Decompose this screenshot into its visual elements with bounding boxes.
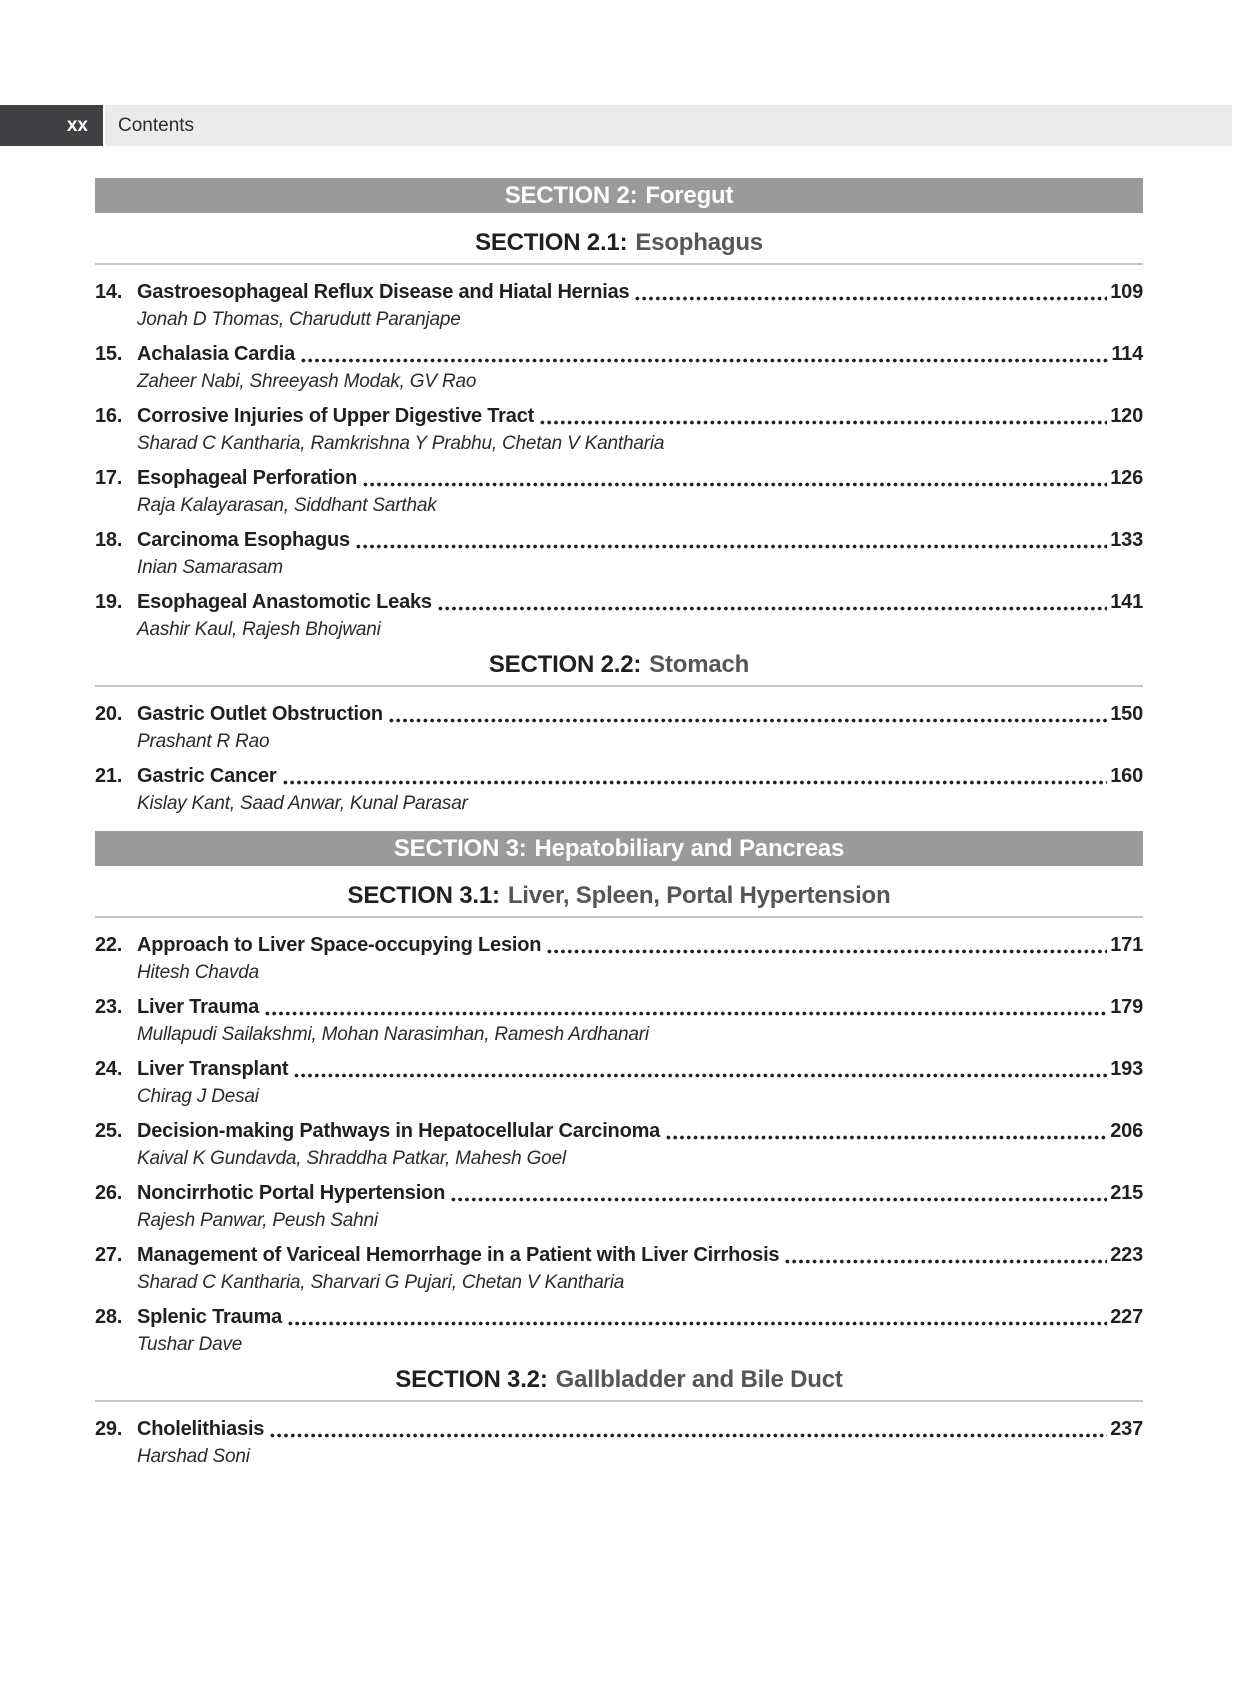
toc-entry — [95, 1118, 1143, 1172]
chapter-authors: Hitesh Chavda — [137, 962, 260, 983]
dot-leader — [540, 420, 1107, 425]
subsection-heading-name: Gallbladder and Bile Duct — [555, 1366, 843, 1393]
subsection-heading-prefix: SECTION 2.2: — [488, 651, 642, 678]
chapter-number: 18. — [95, 529, 123, 551]
table-of-contents — [95, 178, 1143, 1470]
chapter-title: Gastroesophageal Reflux Disease and Hiatal Hernias — [137, 281, 630, 303]
subsection-heading-name: Stomach — [649, 651, 750, 678]
contents-page — [0, 105, 1239, 1681]
dot-leader — [389, 718, 1107, 723]
dot-leader — [363, 482, 1107, 487]
dot-leader — [785, 1259, 1107, 1264]
toc-entry — [95, 589, 1143, 643]
dot-leader — [438, 606, 1107, 611]
toc-entry-title-row — [95, 1416, 1143, 1443]
dot-leader — [301, 358, 1108, 363]
chapter-authors: Tushar Dave — [137, 1334, 243, 1355]
chapter-title: Carcinoma Esophagus — [137, 529, 350, 551]
subsection-heading — [95, 1366, 1143, 1402]
chapter-list — [95, 1416, 1143, 1470]
running-header — [0, 105, 1232, 146]
toc-entry-title-row — [95, 1118, 1143, 1145]
chapter-number: 27. — [95, 1244, 123, 1266]
chapter-authors: Inian Samarasam — [137, 557, 283, 578]
section-banner — [95, 831, 1143, 866]
toc-entry — [95, 1056, 1143, 1110]
chapter-title: Splenic Trauma — [137, 1306, 283, 1328]
toc-entry — [95, 279, 1143, 333]
chapter-page-number: 114 — [1111, 343, 1143, 365]
chapter-title: Liver Transplant — [137, 1058, 289, 1080]
chapter-title: Cholelithiasis — [137, 1418, 265, 1440]
toc-entry — [95, 1304, 1143, 1358]
dot-leader — [288, 1321, 1107, 1326]
chapter-authors: Rajesh Panwar, Peush Sahni — [137, 1210, 378, 1231]
dot-leader — [265, 1011, 1107, 1016]
toc-entry — [95, 527, 1143, 581]
chapter-title: Gastric Outlet Obstruction — [137, 703, 383, 725]
chapter-authors: Sharad C Kantharia, Ramkrishna Y Prabhu, Chetan V Kantharia — [137, 433, 665, 454]
dot-leader — [547, 949, 1107, 954]
chapter-page-number: 160 — [1110, 765, 1143, 787]
chapter-page-number: 193 — [1110, 1058, 1143, 1080]
toc-entry-title-row — [95, 527, 1143, 554]
section-banner-prefix: SECTION 3: — [393, 835, 527, 862]
toc-entry-title-row — [95, 1304, 1143, 1331]
chapter-authors: Prashant R Rao — [137, 731, 270, 752]
chapter-authors: Aashir Kaul, Rajesh Bhojwani — [137, 619, 381, 640]
toc-entry — [95, 465, 1143, 519]
toc-entry — [95, 1242, 1143, 1296]
chapter-page-number: 223 — [1110, 1244, 1143, 1266]
chapter-number: 24. — [95, 1058, 123, 1080]
toc-entry — [95, 994, 1143, 1048]
toc-entry-title-row — [95, 1180, 1143, 1207]
toc-entry-title-row — [95, 701, 1143, 728]
section-banner-name: Hepatobiliary and Pancreas — [534, 835, 845, 862]
toc-entry-title-row — [95, 341, 1143, 368]
chapter-number: 23. — [95, 996, 123, 1018]
chapter-page-number: 206 — [1110, 1120, 1143, 1142]
chapter-list — [95, 701, 1143, 817]
toc-entry — [95, 763, 1143, 817]
chapter-number: 22. — [95, 934, 123, 956]
toc-entry — [95, 1180, 1143, 1234]
chapter-page-number: 109 — [1110, 281, 1143, 303]
toc-entry — [95, 932, 1143, 986]
chapter-number: 20. — [95, 703, 123, 725]
dot-leader — [451, 1197, 1107, 1202]
chapter-authors: Zaheer Nabi, Shreeyash Modak, GV Rao — [137, 371, 477, 392]
chapter-list — [95, 932, 1143, 1358]
chapter-page-number: 215 — [1110, 1182, 1143, 1204]
chapter-title: Liver Trauma — [137, 996, 260, 1018]
chapter-title: Noncirrhotic Portal Hypertension — [137, 1182, 446, 1204]
dot-leader — [283, 780, 1108, 785]
chapter-page-number: 227 — [1110, 1306, 1143, 1328]
toc-entry — [95, 701, 1143, 755]
chapter-list — [95, 279, 1143, 643]
chapter-title: Approach to Liver Space-occupying Lesion — [137, 934, 542, 956]
chapter-number: 16. — [95, 405, 123, 427]
chapter-number: 21. — [95, 765, 123, 787]
subsection-heading-prefix: SECTION 3.2: — [395, 1366, 548, 1393]
toc-entry — [95, 341, 1143, 395]
toc-entry-title-row — [95, 932, 1143, 959]
chapter-authors: Raja Kalayarasan, Siddhant Sarthak — [137, 495, 437, 516]
chapter-number: 28. — [95, 1306, 123, 1328]
subsection-heading-name: Liver, Spleen, Portal Hypertension — [507, 882, 891, 909]
subsection-heading — [95, 229, 1143, 265]
chapter-authors: Harshad Soni — [137, 1446, 250, 1467]
toc-entry-title-row — [95, 1242, 1143, 1269]
chapter-page-number: 133 — [1110, 529, 1143, 551]
chapter-number: 15. — [95, 343, 123, 365]
chapter-title: Esophageal Perforation — [137, 467, 358, 489]
chapter-authors: Sharad C Kantharia, Sharvari G Pujari, Chetan V Kantharia — [137, 1272, 625, 1293]
chapter-page-number: 179 — [1110, 996, 1143, 1018]
section-banner-name: Foregut — [645, 182, 734, 209]
toc-entry-title-row — [95, 994, 1143, 1021]
toc-entry-title-row — [95, 1056, 1143, 1083]
chapter-number: 17. — [95, 467, 123, 489]
toc-entry — [95, 1416, 1143, 1470]
chapter-page-number: 150 — [1110, 703, 1143, 725]
chapter-authors: Chirag J Desai — [137, 1086, 259, 1107]
dot-leader — [294, 1073, 1107, 1078]
chapter-authors: Mullapudi Sailakshmi, Mohan Narasimhan, Ramesh Ardhanari — [137, 1024, 649, 1045]
subsection-heading — [95, 651, 1143, 687]
chapter-page-number: 171 — [1110, 934, 1143, 956]
chapter-title: Achalasia Cardia — [137, 343, 295, 365]
subsection-heading-prefix: SECTION 2.1: — [475, 229, 628, 256]
chapter-title: Gastric Cancer — [137, 765, 277, 787]
chapter-page-number: 126 — [1110, 467, 1143, 489]
section-banner-prefix: SECTION 2: — [504, 182, 638, 209]
chapter-number: 19. — [95, 591, 123, 613]
chapter-number: 26. — [95, 1182, 123, 1204]
toc-entry — [95, 403, 1143, 457]
chapter-page-number: 237 — [1110, 1418, 1143, 1440]
toc-entry-title-row — [95, 465, 1143, 492]
subsection-heading — [95, 882, 1143, 918]
chapter-number: 14. — [95, 281, 123, 303]
subsection-heading-prefix: SECTION 3.1: — [347, 882, 500, 909]
chapter-authors: Kaival K Gundavda, Shraddha Patkar, Mahesh Goel — [137, 1148, 566, 1169]
toc-entry-title-row — [95, 589, 1143, 616]
chapter-title: Management of Variceal Hemorrhage in a Patient with Liver Cirrhosis — [137, 1244, 780, 1266]
running-header-title: Contents — [105, 105, 1232, 146]
dot-leader — [356, 544, 1107, 549]
dot-leader — [270, 1433, 1107, 1438]
dot-leader — [666, 1135, 1107, 1140]
chapter-page-number: 141 — [1110, 591, 1143, 613]
chapter-number: 25. — [95, 1120, 123, 1142]
toc-entry-title-row — [95, 763, 1143, 790]
chapter-title: Decision-making Pathways in Hepatocellular Carcinoma — [137, 1120, 661, 1142]
chapter-number: 29. — [95, 1418, 123, 1440]
chapter-page-number: 120 — [1110, 405, 1143, 427]
folio-page-number: xx — [0, 105, 103, 146]
chapter-authors: Jonah D Thomas, Charudutt Paranjape — [137, 309, 461, 330]
toc-entry-title-row — [95, 403, 1143, 430]
subsection-heading-name: Esophagus — [635, 229, 763, 256]
section-banner — [95, 178, 1143, 213]
chapter-authors: Kislay Kant, Saad Anwar, Kunal Parasar — [137, 793, 468, 814]
dot-leader — [635, 296, 1107, 301]
chapter-title: Corrosive Injuries of Upper Digestive Tract — [137, 405, 535, 427]
chapter-title: Esophageal Anastomotic Leaks — [137, 591, 432, 613]
toc-entry-title-row — [95, 279, 1143, 306]
